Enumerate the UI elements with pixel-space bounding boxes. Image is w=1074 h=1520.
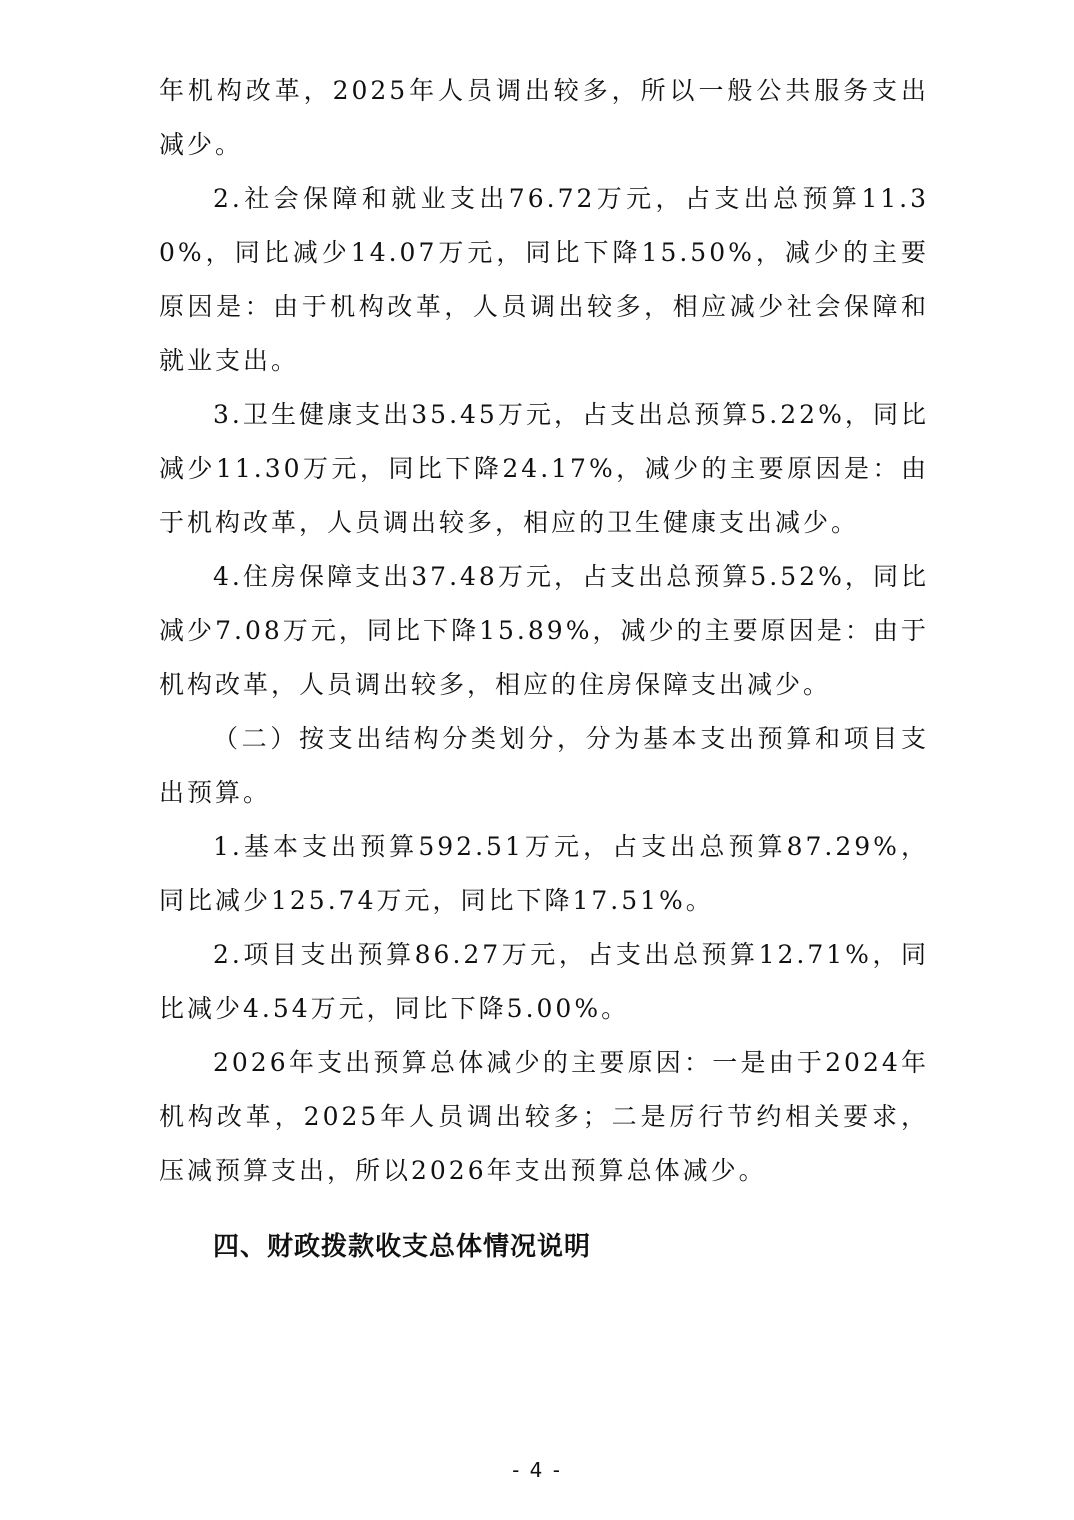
- paragraph-health: 3.卫生健康支出35.45万元，占支出总预算5.22%，同比减少11.30万元，同比下降24.17%，减少的主要原因是：由于机构改革，人员调出较多，相应的卫生健康支出减少。: [159, 400, 929, 537]
- section-heading: 四、财政拨款收支总体情况说明: [213, 1232, 592, 1262]
- page-number: - 4 -: [512, 1458, 562, 1482]
- paragraph-housing: 4.住房保障支出37.48万元，占支出总预算5.52%，同比减少7.08万元，同比下降15.89%，减少的主要原因是：由于机构改革，人员调出较多，相应的住房保障支出减少。: [159, 562, 929, 699]
- body-text: [159, 64, 929, 1274]
- paragraph-summary: 2026年支出预算总体减少的主要原因：一是由于2024年机构改革，2025年人员调出较多；二是厉行节约相关要求，压减预算支出，所以2026年支出预算总体减少。: [159, 1048, 929, 1185]
- paragraph-basic-expenditure: 1.基本支出预算592.51万元，占支出总预算87.29%，同比减少125.74万元，同比下降17.51%。: [159, 832, 929, 915]
- paragraph-project-expenditure: 2.项目支出预算86.27万元，占支出总预算12.71%，同比减少4.54万元，同比下降5.00%。: [159, 940, 929, 1023]
- paragraph-social-security: 2.社会保障和就业支出76.72万元，占支出总预算11.30%，同比减少14.07万元，同比下降15.50%，减少的主要原因是：由于机构改革，人员调出较多，相应减少社会保障和就业支出。: [159, 184, 929, 375]
- paragraph-structure-classification: （二）按支出结构分类划分，分为基本支出预算和项目支出预算。: [159, 724, 929, 807]
- paragraph-continuation: 年机构改革，2025年人员调出较多，所以一般公共服务支出减少。: [159, 76, 929, 159]
